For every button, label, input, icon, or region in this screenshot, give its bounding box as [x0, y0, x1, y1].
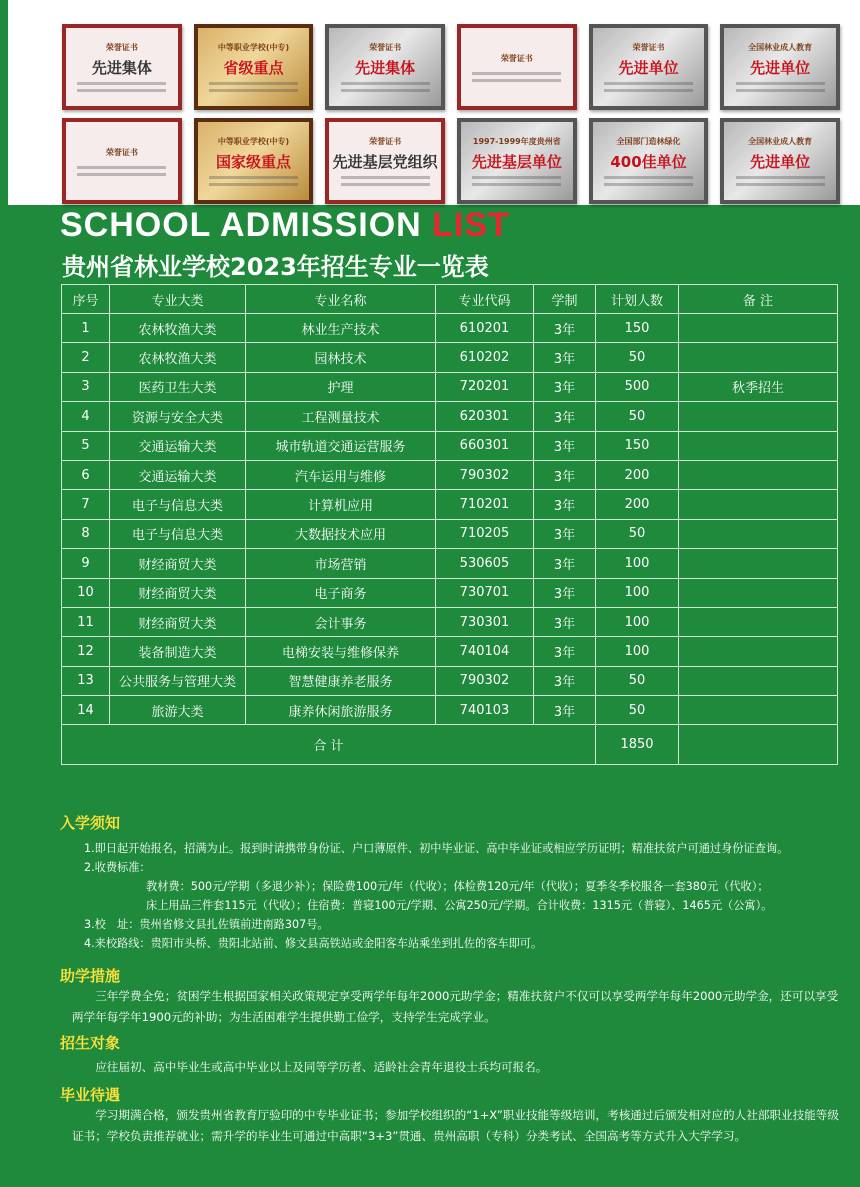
english-title-main: SCHOOL ADMISSION — [60, 206, 433, 244]
row-number-cell: 3 — [62, 372, 110, 401]
certificate-title: 国家级重点 — [215, 153, 291, 171]
certificate-fine-print — [77, 173, 166, 176]
major-name-cell: 园林技术 — [246, 343, 436, 372]
certificate-title: 先进单位 — [750, 59, 811, 77]
certificate-fine-print — [472, 176, 561, 179]
certificate-grid — [62, 24, 840, 204]
certificate-caption: 荣誉证书 — [105, 43, 138, 52]
certificate-fine-print — [209, 89, 298, 92]
table-row — [62, 314, 838, 343]
major-category-cell: 农林牧渔大类 — [110, 343, 246, 372]
page-title: 贵州省林业学校2023年招生专业一览表 — [62, 253, 489, 281]
study-length-cell: 3年 — [534, 490, 596, 519]
table-row — [62, 696, 838, 725]
study-length-cell: 3年 — [534, 666, 596, 695]
certificate-plaque — [457, 24, 577, 110]
certificate-plaque — [720, 24, 840, 110]
planned-enrollment-cell: 200 — [596, 490, 679, 519]
major-code-cell: 660301 — [436, 431, 534, 460]
enrollment-item-3: 3.校 址：贵州省修文县扎佐镇前进南路307号。 — [84, 918, 329, 931]
major-code-cell: 530605 — [436, 549, 534, 578]
certificate-plaque — [62, 118, 182, 204]
total-label: 合 计 — [62, 725, 596, 765]
planned-enrollment-cell: 50 — [596, 343, 679, 372]
major-category-cell: 财经商贸大类 — [110, 549, 246, 578]
planned-enrollment-cell: 50 — [596, 696, 679, 725]
row-number-cell: 13 — [62, 666, 110, 695]
certificate-fine-print — [341, 183, 430, 186]
remark-cell — [679, 343, 838, 372]
study-length-cell: 3年 — [534, 372, 596, 401]
major-category-cell: 交通运输大类 — [110, 460, 246, 489]
remark-cell — [679, 431, 838, 460]
financial-aid-text: 三年学费全免；贫困学生根据国家相关政策规定享受两学年每年2000元助学金；精准扶贫户不仅可以享受两学年每年2000元助学金，还可以享受两学年每学年1900元的补助；为生活困难学生提供勤工俭学，支持学生完成学业。 — [72, 989, 839, 1024]
certificate-plaque — [589, 24, 709, 110]
certificate-caption: 荣誉证书 — [632, 43, 665, 52]
major-name-cell: 智慧健康养老服务 — [246, 666, 436, 695]
remark-cell — [679, 549, 838, 578]
certificate-plaque — [457, 118, 577, 204]
row-number-cell: 1 — [62, 314, 110, 343]
study-length-cell: 3年 — [534, 460, 596, 489]
certificate-title: 先进集体 — [91, 59, 152, 77]
major-code-cell: 730301 — [436, 607, 534, 636]
enrollment-target-text: 应往届初、高中毕业生或高中毕业以上及同等学历者、适龄社会青年退役士兵均可报名。 — [95, 1060, 548, 1074]
column-header: 备 注 — [679, 285, 838, 314]
major-code-cell: 620301 — [436, 402, 534, 431]
study-length-cell: 3年 — [534, 637, 596, 666]
certificate-fine-print — [472, 183, 561, 186]
table-body — [62, 314, 838, 725]
side-accent-bar — [0, 0, 8, 230]
certificate-fine-print — [341, 176, 430, 179]
planned-enrollment-cell: 150 — [596, 314, 679, 343]
graduation-benefits-title: 毕业待遇 — [60, 1086, 121, 1104]
major-category-cell: 财经商贸大类 — [110, 607, 246, 636]
planned-enrollment-cell: 150 — [596, 431, 679, 460]
table-row — [62, 637, 838, 666]
column-header: 学制 — [534, 285, 596, 314]
major-code-cell: 610202 — [436, 343, 534, 372]
planned-enrollment-cell: 50 — [596, 519, 679, 548]
total-value: 1850 — [596, 725, 679, 765]
study-length-cell: 3年 — [534, 402, 596, 431]
major-name-cell: 电子商务 — [246, 578, 436, 607]
certificate-fine-print — [209, 82, 298, 85]
study-length-cell: 3年 — [534, 607, 596, 636]
table-header-row — [62, 285, 838, 314]
certificate-caption: 中等职业学校(中专) — [217, 43, 290, 52]
planned-enrollment-cell: 100 — [596, 637, 679, 666]
remark-cell — [679, 519, 838, 548]
major-category-cell: 农林牧渔大类 — [110, 314, 246, 343]
certificate-title: 先进基层党组织 — [332, 153, 438, 171]
certificate-fine-print — [604, 89, 693, 92]
certificate-caption: 中等职业学校(中专) — [217, 137, 290, 146]
row-number-cell: 14 — [62, 696, 110, 725]
row-number-cell: 11 — [62, 607, 110, 636]
major-code-cell: 730701 — [436, 578, 534, 607]
major-category-cell: 财经商贸大类 — [110, 578, 246, 607]
certificate-fine-print — [604, 176, 693, 179]
planned-enrollment-cell: 100 — [596, 607, 679, 636]
certificate-title: 先进基层单位 — [471, 153, 562, 171]
table-row — [62, 519, 838, 548]
financial-aid-title: 助学措施 — [60, 967, 121, 985]
admission-table — [61, 284, 838, 765]
column-header: 专业名称 — [246, 285, 436, 314]
row-number-cell: 5 — [62, 431, 110, 460]
remark-cell — [679, 460, 838, 489]
remark-cell — [679, 578, 838, 607]
english-title — [60, 206, 510, 245]
major-code-cell: 610201 — [436, 314, 534, 343]
major-category-cell: 交通运输大类 — [110, 431, 246, 460]
certificate-title: 先进单位 — [750, 153, 811, 171]
major-name-cell: 城市轨道交通运营服务 — [246, 431, 436, 460]
remark-cell — [679, 314, 838, 343]
table-row — [62, 490, 838, 519]
table-total-row — [62, 725, 838, 765]
remark-cell — [679, 696, 838, 725]
remark-cell: 秋季招生 — [679, 372, 838, 401]
major-category-cell: 旅游大类 — [110, 696, 246, 725]
enrollment-item-4: 4.来校路线：贵阳市头桥、贵阳北站前、修文县高铁站或金阳客车站乘坐到扎佐的客车即可。 — [84, 937, 543, 950]
enrollment-item-2: 2.收费标准： — [84, 861, 151, 874]
planned-enrollment-cell: 50 — [596, 402, 679, 431]
major-code-cell: 790302 — [436, 460, 534, 489]
major-code-cell: 710201 — [436, 490, 534, 519]
certificate-fine-print — [77, 166, 166, 169]
major-category-cell: 资源与安全大类 — [110, 402, 246, 431]
row-number-cell: 6 — [62, 460, 110, 489]
major-category-cell: 医药卫生大类 — [110, 372, 246, 401]
planned-enrollment-cell: 50 — [596, 666, 679, 695]
certificate-fine-print — [736, 82, 825, 85]
planned-enrollment-cell: 100 — [596, 578, 679, 607]
certificate-fine-print — [736, 89, 825, 92]
study-length-cell: 3年 — [534, 549, 596, 578]
certificate-caption: 1997-1999年度贵州省 — [472, 137, 561, 146]
remark-cell — [679, 637, 838, 666]
table-row — [62, 460, 838, 489]
certificate-plaque — [194, 24, 314, 110]
major-name-cell: 大数据技术应用 — [246, 519, 436, 548]
certificate-title: 先进集体 — [355, 59, 416, 77]
study-length-cell: 3年 — [534, 578, 596, 607]
major-code-cell: 790302 — [436, 666, 534, 695]
major-name-cell: 市场营销 — [246, 549, 436, 578]
certificate-fine-print — [209, 183, 298, 186]
major-code-cell: 720201 — [436, 372, 534, 401]
certificate-plaque — [325, 118, 445, 204]
graduation-benefits-text: 学习期满合格，颁发贵州省教育厅验印的中专毕业证书；参加学校组织的“1+X”职业技能等级培训，考核通过后颁发相对应的人社部职业技能等级证书；学校负责推荐就业；需升学的毕业生可通过中高职“3+3”贯通、贵州高职（专科）分类考试、全国高考等方式升入大学学习。 — [72, 1108, 839, 1143]
study-length-cell: 3年 — [534, 519, 596, 548]
certificate-title: 先进单位 — [618, 59, 679, 77]
major-name-cell: 林业生产技术 — [246, 314, 436, 343]
certificate-fine-print — [736, 176, 825, 179]
table-row — [62, 549, 838, 578]
major-name-cell: 康养休闲旅游服务 — [246, 696, 436, 725]
certificate-fine-print — [604, 183, 693, 186]
certificate-plaque — [194, 118, 314, 204]
study-length-cell: 3年 — [534, 343, 596, 372]
major-name-cell: 护理 — [246, 372, 436, 401]
major-name-cell: 会计事务 — [246, 607, 436, 636]
table-row — [62, 343, 838, 372]
certificate-fine-print — [736, 183, 825, 186]
column-header: 序号 — [62, 285, 110, 314]
fee-line-2: 床上用品三件套115元（代收）；住宿费：普寝100元/学期、公寓250元/学期。合计收费：1315元（普寝）、1465元（公寓）。 — [146, 899, 773, 912]
column-header: 计划人数 — [596, 285, 679, 314]
certificate-fine-print — [472, 72, 561, 75]
row-number-cell: 7 — [62, 490, 110, 519]
major-code-cell: 740104 — [436, 637, 534, 666]
planned-enrollment-cell: 100 — [596, 549, 679, 578]
remark-cell — [679, 666, 838, 695]
study-length-cell: 3年 — [534, 431, 596, 460]
certificate-plaque — [720, 118, 840, 204]
row-number-cell: 9 — [62, 549, 110, 578]
major-name-cell: 工程测量技术 — [246, 402, 436, 431]
certificate-plaque — [589, 118, 709, 204]
certificate-caption: 荣誉证书 — [369, 43, 402, 52]
certificate-plaque — [325, 24, 445, 110]
table-row — [62, 372, 838, 401]
major-name-cell: 汽车运用与维修 — [246, 460, 436, 489]
major-category-cell: 电子与信息大类 — [110, 519, 246, 548]
certificate-caption: 荣誉证书 — [500, 53, 533, 63]
study-length-cell: 3年 — [534, 314, 596, 343]
info-sections — [60, 812, 850, 1147]
remark-cell — [679, 402, 838, 431]
certificate-fine-print — [341, 82, 430, 85]
certificate-caption: 全国部门造林绿化 — [616, 137, 681, 146]
certificate-title: 400佳单位 — [610, 153, 687, 171]
remark-cell — [679, 490, 838, 519]
certificate-caption: 荣誉证书 — [105, 147, 138, 157]
table-row — [62, 666, 838, 695]
total-remark — [679, 725, 838, 765]
major-code-cell: 710205 — [436, 519, 534, 548]
study-length-cell: 3年 — [534, 696, 596, 725]
planned-enrollment-cell: 500 — [596, 372, 679, 401]
enrollment-item-1: 1.即日起开始报名，招满为止。报到时请携带身份证、户口薄原件、初中毕业证、高中毕业证或相应学历证明；精准扶贫户可通过身份证查询。 — [84, 842, 789, 855]
major-category-cell: 装备制造大类 — [110, 637, 246, 666]
row-number-cell: 2 — [62, 343, 110, 372]
row-number-cell: 10 — [62, 578, 110, 607]
fee-line-1: 教材费：500元/学期（多退少补）；保险费100元/年（代收）；体检费120元/年（代收）；夏季冬季校服各一套380元（代收）； — [146, 880, 769, 893]
certificate-fine-print — [472, 79, 561, 82]
certificate-fine-print — [77, 89, 166, 92]
certificate-fine-print — [341, 89, 430, 92]
major-category-cell: 公共服务与管理大类 — [110, 666, 246, 695]
certificate-caption: 全国林业成人教育 — [748, 43, 813, 52]
certificate-fine-print — [209, 176, 298, 179]
row-number-cell: 12 — [62, 637, 110, 666]
row-number-cell: 8 — [62, 519, 110, 548]
row-number-cell: 4 — [62, 402, 110, 431]
certificate-caption: 全国林业成人教育 — [748, 137, 813, 146]
table-row — [62, 431, 838, 460]
major-category-cell: 电子与信息大类 — [110, 490, 246, 519]
certificate-title: 省级重点 — [223, 59, 284, 77]
major-code-cell: 740103 — [436, 696, 534, 725]
remark-cell — [679, 607, 838, 636]
certificate-fine-print — [604, 82, 693, 85]
certificate-caption: 荣誉证书 — [369, 137, 402, 146]
certificate-plaque — [62, 24, 182, 110]
major-name-cell: 电梯安装与维修保养 — [246, 637, 436, 666]
certificate-fine-print — [77, 82, 166, 85]
column-header: 专业大类 — [110, 285, 246, 314]
enrollment-notice-title: 入学须知 — [60, 814, 121, 832]
table-row — [62, 402, 838, 431]
table-row — [62, 607, 838, 636]
english-title-accent: LIST — [432, 206, 510, 244]
planned-enrollment-cell: 200 — [596, 460, 679, 489]
enrollment-target-title: 招生对象 — [60, 1034, 121, 1052]
table-row — [62, 578, 838, 607]
column-header: 专业代码 — [436, 285, 534, 314]
major-name-cell: 计算机应用 — [246, 490, 436, 519]
